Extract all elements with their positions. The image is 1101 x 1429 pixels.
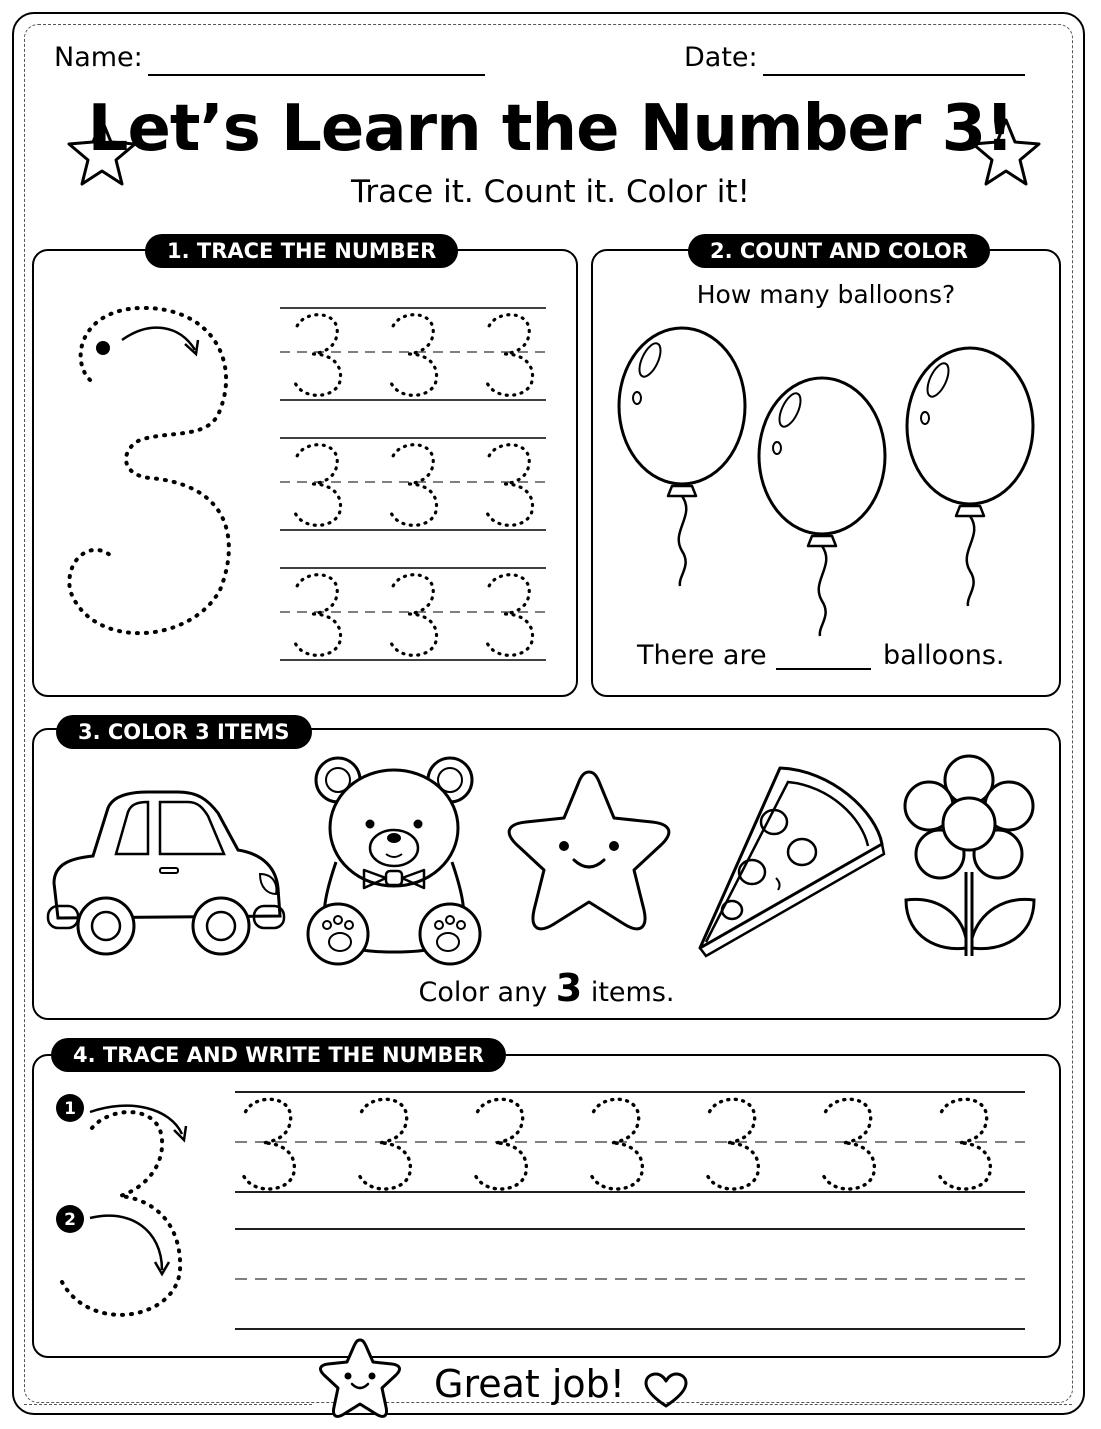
answer-prefix: There are (637, 640, 767, 671)
balloon (907, 348, 1033, 606)
trace-digit (488, 445, 533, 526)
trace-digit (488, 575, 533, 656)
answer-blank[interactable] (776, 668, 871, 670)
name-line[interactable] (148, 74, 485, 76)
color-instruction-number: 3 (555, 966, 583, 1010)
trace-digit (392, 575, 437, 656)
trace-section-label: 1. TRACE THE NUMBER (145, 234, 458, 268)
trace-digit (296, 315, 341, 396)
color-instruction (32, 966, 1061, 1010)
trace-digit (488, 315, 533, 396)
footer-line-left (24, 1404, 312, 1405)
write-practice-area[interactable] (230, 1086, 1030, 1336)
trace-digit (392, 315, 437, 396)
write-trace-digit (592, 1099, 643, 1189)
count-section-label: 2. COUNT AND COLOR (688, 234, 990, 268)
write-trace-digit (244, 1099, 295, 1189)
trace-practice-grid[interactable] (278, 304, 550, 668)
great-job-text: Great job! (434, 1362, 626, 1406)
write-trace-digit (476, 1099, 527, 1189)
car-drawing[interactable] (48, 788, 284, 958)
write-trace-digit (708, 1099, 759, 1189)
big-dotted-three (60, 300, 250, 650)
trace-digit (296, 575, 341, 656)
answer-suffix: balloons. (883, 640, 1005, 671)
balloons-drawing[interactable] (600, 320, 1050, 620)
pizza-slice-drawing[interactable] (692, 760, 888, 958)
write-trace-digit (940, 1099, 991, 1189)
write-section-label: 4. TRACE AND WRITE THE NUMBER (51, 1038, 506, 1072)
color-instruction-suffix: items. (590, 977, 675, 1008)
trace-digit (296, 445, 341, 526)
date-line[interactable] (763, 74, 1025, 76)
trace-digit (392, 445, 437, 526)
stroke-order-three (50, 1090, 200, 1340)
page-title: Let’s Learn the Number 3! (87, 92, 1014, 166)
color-section-label: 3. COLOR 3 ITEMS (56, 715, 312, 749)
teddy-bear-drawing[interactable] (302, 752, 486, 970)
write-trace-digit (824, 1099, 875, 1189)
heart-icon (644, 1372, 688, 1408)
star-face-icon (316, 1336, 404, 1420)
step-one-number: 1 (64, 1099, 76, 1119)
balloon (759, 378, 885, 636)
color-instruction-prefix: Color any (418, 977, 548, 1008)
flower-drawing[interactable] (900, 752, 1040, 962)
step-two-number: 2 (64, 1210, 76, 1230)
date-label: Date: (684, 42, 758, 73)
footer-line-right (700, 1404, 1072, 1405)
count-question: How many balloons? (696, 280, 956, 309)
write-trace-digit (360, 1099, 411, 1189)
smiling-star-drawing[interactable] (502, 766, 676, 938)
balloon (619, 328, 745, 586)
page-subtitle: Trace it. Count it. Color it! (351, 174, 750, 210)
name-label: Name: (54, 42, 143, 73)
